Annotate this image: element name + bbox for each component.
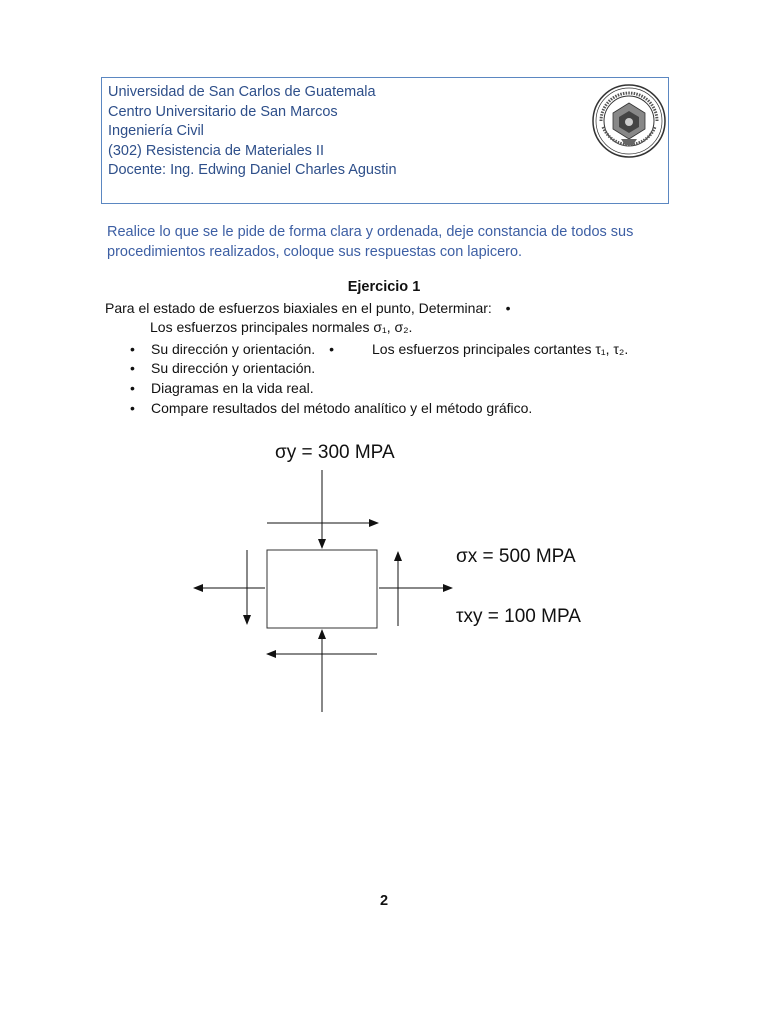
course-name: (302) Resistencia de Materiales II (108, 142, 324, 159)
teacher-name: Docente: Ing. Edwing Daniel Charles Agustin (108, 162, 397, 178)
university-name: Universidad de San Carlos de Guatemala (108, 84, 376, 100)
list-item-text: Su dirección y orientación. (151, 341, 316, 357)
header-box (101, 77, 669, 204)
list-item: Los esfuerzos principales normales σ₁, σ₂. (150, 319, 413, 335)
bullet: • (130, 400, 135, 416)
bullet: • (505, 300, 511, 316)
stress-element-diagram (190, 436, 590, 716)
bullet: • (130, 360, 135, 376)
bullet: • (329, 341, 334, 357)
sigma-x-label: σx = 500 MPA (456, 546, 576, 567)
campus-name: Centro Universitario de San Marcos (108, 103, 338, 120)
bullet: • (130, 380, 135, 396)
program-name: Ingeniería Civil (108, 123, 204, 139)
list-item (151, 341, 334, 357)
header-text (108, 83, 397, 181)
stress-element-square (267, 550, 377, 628)
page-number: 2 (379, 893, 389, 909)
sigma-y-label: σy = 300 MPA (275, 442, 395, 463)
list-item: Diagramas en la vida real. (151, 380, 314, 396)
list-item: Su dirección y orientación. (151, 360, 316, 376)
instructions-text: Realice lo que se le pide de forma clara y ordenada, deje constancia de todos sus procedimientos realizados, coloque sus respuestas con lapicero. (107, 224, 634, 260)
exercise-intro-text: Para el estado de esfuerzos biaxiales en el punto, Determinar: (105, 300, 492, 316)
tau-xy-label: τxy = 100 MPA (456, 606, 581, 627)
university-seal-icon (591, 83, 667, 159)
bullet: • (130, 341, 135, 357)
list-item: Los esfuerzos principales cortantes τ₁, τ₂. (372, 341, 629, 357)
exercise-title: Ejercicio 1 (347, 279, 421, 295)
list-item: Compare resultados del método analítico y el método gráfico. (151, 400, 533, 416)
exercise-intro (105, 300, 511, 316)
